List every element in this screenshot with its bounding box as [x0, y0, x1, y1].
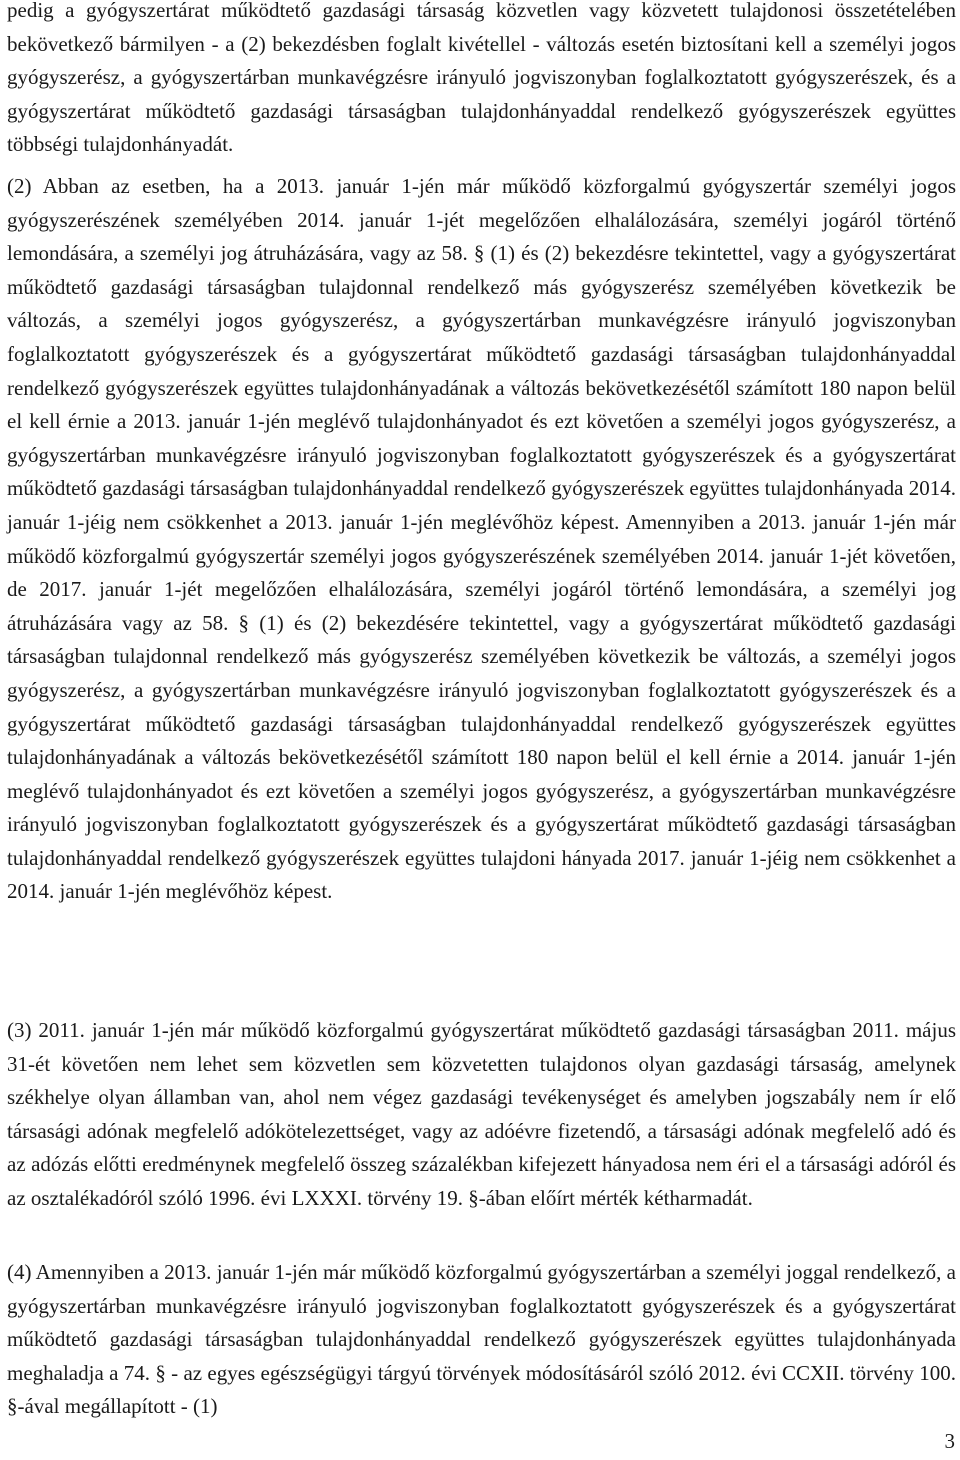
paragraph-4: (4) Amennyiben a 2013. január 1-jén már működő közforgalmú gyógyszertárban a személyi joggal rendelkező, a gyógyszertárban munkavégzésre irányuló jogviszonyban foglalkoztatott gyógyszerészek és a gyógyszertárat működtető gazdasági társaságban tulajdonhányaddal rendelkező gyógyszerészek együttes tulajdonhányada meghaladja a 74. § - az egyes egészségügyi tárgyú törvények módosításáról szóló 2012. évi CCXII. törvény 100. §-ával megállapított - (1): [7, 1260, 956, 1419]
paragraph-continuation: pedig a gyógyszertárat működtető gazdasági társaság közvetlen vagy közvetett tulajdonosi összetételében bekövetkező bármilyen - a (2) bekezdésben foglalt kivétellel - változás esetén biztosítani kell a személyi jogos gyógyszerész, a gyógyszertárban munkavégzésre irányuló jogviszonyban foglalkoztatott gyógyszerészek, és a gyógyszertárat működtető gazdasági társaságban tulajdonhányaddal rendelkező gyógyszerészek együttes többségi tulajdonhányadát.: [7, 0, 956, 157]
page-number: 3: [944, 1429, 955, 1453]
paragraph-3: (3) 2011. január 1-jén már működő közforgalmú gyógyszertárat működtető gazdasági társaságban 2011. május 31-ét követően nem lehet sem közvetlen sem közvetetten tulajdonos olyan gazdasági társaság, amelynek székhelye olyan államban van, ahol nem végez gazdasági tevékenységet és amelyben jogszabály nem ír elő társasági adónak megfelelő adókötelezettséget, vagy az adóévre fizetendő, a társasági adónak megfelelő adó és az adózás előtti eredménynek megfelelő összeg százalékban kifejezett hányadosa nem éri el a társasági adóról és az osztalékadóról szóló 1996. évi LXXXI. törvény 19. §-ában előírt mérték kétharmadát.: [7, 1018, 956, 1210]
paragraph-2: (2) Abban az esetben, ha a 2013. január 1-jén már működő közforgalmú gyógyszertár személyi jogos gyógyszerészének személyében 2014. január 1-jét megelőzően elhalálozására, személyi jogáról történő lemondására, a személyi jog átruházására, vagy az 58. § (1) és (2) bekezdésre tekintettel, vagy a gyógyszertárat működtető gazdasági társaságban tulajdonnal rendelkező más gyógyszerész személyében következik be változás, a személyi jogos gyógyszerész, a gyógyszertárban munkavégzésre irányuló jogviszonyban foglalkoztatott gyógyszerészek és a gyógyszertárat működtető gazdasági társaságban tulajdonhányaddal rendelkező gyógyszerészek együttes tulajdonhányadának a változás bekövetkezésétől számított 180 napon belül el kell érnie a 2013. január 1-jén meglévő tulajdonhányadot és ezt követően a személyi jogos gyógyszerész, a gyógyszertárban munkavégzésre irányuló jogviszonyban foglalkoztatott gyógyszerészek és a gyógyszertárat működtető gazdasági társaságban tulajdonhányaddal rendelkező gyógyszerészek együttes tulajdonhányada 2014. január 1-jéig nem csökkenhet a 2013. január 1-jén meglévőhöz képest. Amennyiben a 2013. január 1-jén már működő közforgalmú gyógyszertár személyi jogos gyógyszerészének személyében 2014. január 1-jét követően, de 2017. január 1-jét megelőzően elhalálozására, személyi jogáról történő lemondására, a személyi jog átruházására vagy az 58. § (1) és (2) bekezdésére tekintettel, vagy a gyógyszertárat működtető gazdasági társaságban tulajdonnal rendelkező más gyógyszerész személyében következik be változás, a személyi jogos gyógyszerész, a gyógyszertárban munkavégzésre irányuló jogviszonyban foglalkoztatott gyógyszerészek és a gyógyszertárat működtető gazdasági társaságban tulajdonhányaddal rendelkező gyógyszerészek együttes tulajdonhányadának a változás bekövetkezésétől számított 180 napon belül el kell érnie a 2014. január 1-jén meglévő tulajdonhányadot és ezt követően a személyi jogos gyógyszerész, a gyógyszertárban munkavégzésre irányuló jogviszonyban foglalkoztatott gyógyszerészek és a gyógyszertárat működtető gazdasági társaságban tulajdonhányaddal rendelkező gyógyszerészek együttes tulajdoni hányada 2017. január 1-jéig nem csökkenhet a 2014. január 1-jén meglévőhöz képest.: [7, 174, 956, 904]
document-page: [7, 0, 956, 1460]
